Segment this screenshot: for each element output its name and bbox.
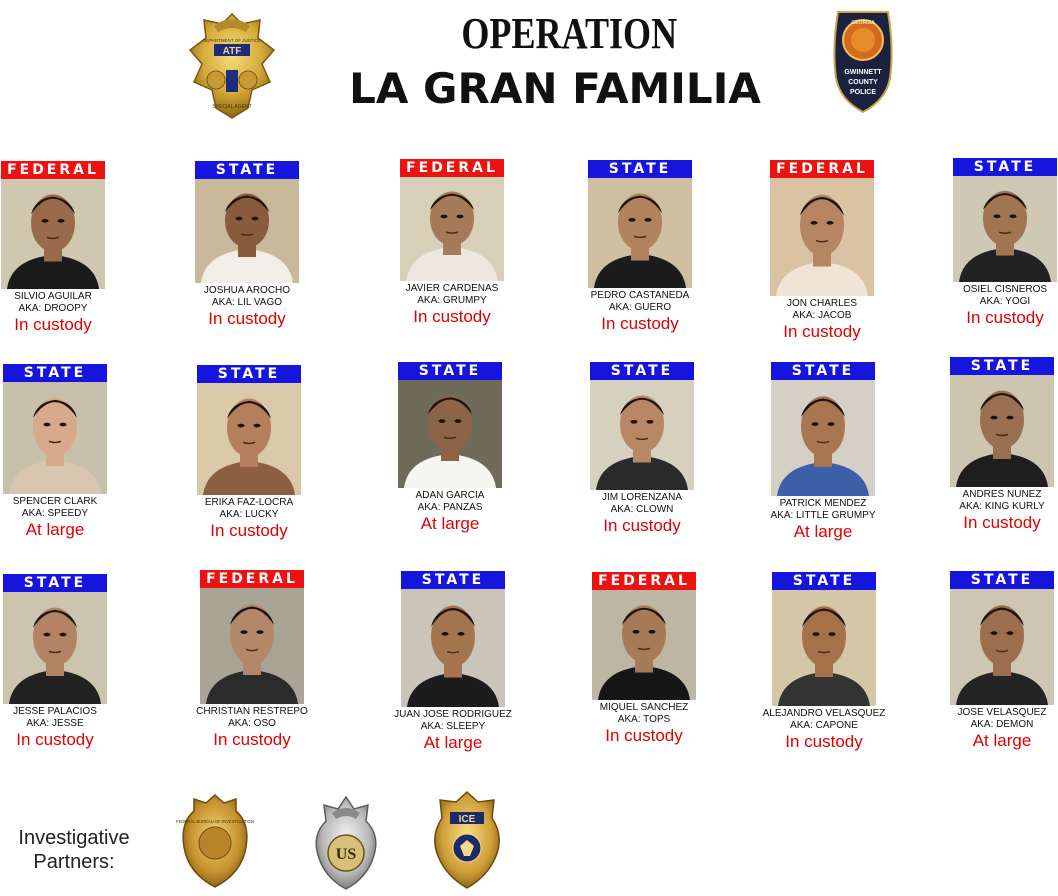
suspect-aka: AKA: PANZAS xyxy=(417,502,483,513)
suspect-name: PATRICK MENDEZ xyxy=(779,498,867,509)
jurisdiction-tag: STATE xyxy=(950,357,1054,375)
suspect-name: JIM LORENZANA xyxy=(601,492,682,503)
suspect-name: CHRISTIAN RESTREPO xyxy=(196,706,308,717)
suspect-card xyxy=(588,160,692,334)
suspect-aka: AKA: LUCKY xyxy=(219,509,279,520)
suspect-name: PEDRO CASTANEDA xyxy=(590,290,690,301)
mugshot-photo xyxy=(398,380,502,488)
suspect-name: JON CHARLES xyxy=(786,298,857,309)
suspect-name: JOSHUA AROCHO xyxy=(203,285,291,296)
svg-text:POLICE: POLICE xyxy=(849,89,877,96)
suspect-card xyxy=(3,574,107,750)
custody-status: In custody xyxy=(210,521,288,540)
suspect-name: JUAN JOSE RODRIGUEZ xyxy=(394,709,512,720)
custody-status: In custody xyxy=(783,322,861,341)
mugshot-photo xyxy=(772,590,876,706)
custody-status: At large xyxy=(25,520,85,539)
custody-status: In custody xyxy=(601,314,679,333)
suspect-card xyxy=(398,362,502,534)
jurisdiction-tag: STATE xyxy=(953,158,1057,176)
suspect-card xyxy=(400,159,504,327)
suspect-aka: AKA: KING KURLY xyxy=(959,501,1045,512)
suspect-aka: AKA: YOGI xyxy=(979,296,1031,307)
jurisdiction-tag: FEDERAL xyxy=(1,161,105,179)
custody-status: In custody xyxy=(16,730,94,749)
suspect-name: ANDRES NUNEZ xyxy=(962,489,1042,500)
jurisdiction-tag: FEDERAL xyxy=(200,570,304,588)
jurisdiction-tag: STATE xyxy=(197,365,301,383)
suspect-name: ALEJANDRO VELASQUEZ xyxy=(762,708,886,719)
svg-text:DEPARTMENT OF JUSTICE: DEPARTMENT OF JUSTICE xyxy=(202,38,262,43)
suspect-aka: AKA: LITTLE GRUMPY xyxy=(770,510,876,521)
suspect-name: ADAN GARCIA xyxy=(415,490,485,501)
svg-text:US: US xyxy=(335,846,357,863)
svg-text:COUNTY: COUNTY xyxy=(848,79,878,86)
custody-status: In custody xyxy=(208,309,286,328)
suspect-aka: AKA: CAPONE xyxy=(790,720,858,731)
suspect-aka: AKA: DROOPY xyxy=(18,303,88,314)
suspect-name: JAVIER CARDENAS xyxy=(405,283,499,294)
custody-status: In custody xyxy=(785,732,863,751)
mugshot-photo xyxy=(401,589,505,707)
custody-status: In custody xyxy=(14,315,92,334)
suspect-card xyxy=(590,362,694,536)
custody-status: In custody xyxy=(963,513,1041,532)
suspect-card xyxy=(770,160,874,342)
jurisdiction-tag: STATE xyxy=(195,161,299,179)
dea-badge-icon xyxy=(310,795,382,891)
mugshot-photo xyxy=(590,380,694,490)
svg-text:GEORGIA: GEORGIA xyxy=(851,20,875,26)
partners-label-line1: Investigative xyxy=(18,827,130,849)
suspect-name: MIQUEL SANCHEZ xyxy=(599,702,689,713)
suspect-card xyxy=(394,571,512,753)
investigative-partners-label xyxy=(14,826,134,874)
suspect-card xyxy=(3,364,107,540)
partners-label-line2: Partners: xyxy=(33,851,115,873)
suspect-name: SILVIO AGUILAR xyxy=(14,291,92,302)
jurisdiction-tag: STATE xyxy=(950,571,1054,589)
mugshot-photo xyxy=(592,590,696,700)
jurisdiction-tag: STATE xyxy=(401,571,505,589)
jurisdiction-tag: STATE xyxy=(3,574,107,592)
suspect-card xyxy=(195,161,299,329)
mugshot-photo xyxy=(771,380,875,496)
suspect-aka: AKA: GUERO xyxy=(608,302,672,313)
suspect-aka: AKA: JACOB xyxy=(792,310,852,321)
suspect-aka: AKA: JESSE xyxy=(26,718,84,729)
mugshot-photo xyxy=(3,382,107,494)
suspect-aka: AKA: SLEEPY xyxy=(420,721,486,732)
svg-text:ATF: ATF xyxy=(222,46,242,57)
gwinnett-police-patch-icon xyxy=(830,8,896,116)
jurisdiction-tag: STATE xyxy=(588,160,692,178)
mugshot-photo xyxy=(588,178,692,288)
svg-text:SPECIAL AGENT: SPECIAL AGENT xyxy=(212,104,252,110)
ice-badge-icon xyxy=(430,790,504,890)
atf-badge-icon xyxy=(186,10,278,122)
suspect-card xyxy=(1,161,105,335)
suspect-card xyxy=(196,570,308,750)
mugshot-photo xyxy=(400,177,504,281)
svg-text:ICE: ICE xyxy=(458,814,476,825)
suspect-name: JESSE PALACIOS xyxy=(13,706,97,717)
suspect-name: JOSE VELASQUEZ xyxy=(957,707,1047,718)
suspect-name: ERIKA FAZ-LOCRA xyxy=(204,497,294,508)
jurisdiction-tag: FEDERAL xyxy=(770,160,874,178)
suspect-aka: AKA: SPEEDY xyxy=(21,508,89,519)
jurisdiction-tag: FEDERAL xyxy=(592,572,696,590)
suspect-card xyxy=(950,571,1054,751)
custody-status: In custody xyxy=(413,307,491,326)
svg-text:GWINNETT: GWINNETT xyxy=(844,69,882,76)
svg-text:FEDERAL BUREAU OF INVESTIGATIO: FEDERAL BUREAU OF INVESTIGATION xyxy=(176,819,254,824)
suspect-card xyxy=(953,158,1057,328)
jurisdiction-tag: STATE xyxy=(3,364,107,382)
jurisdiction-tag: STATE xyxy=(771,362,875,380)
suspect-aka: AKA: OSO xyxy=(228,718,276,729)
mugshot-photo xyxy=(200,588,304,704)
suspect-aka: AKA: GRUMPY xyxy=(417,295,487,306)
suspect-card xyxy=(771,362,875,542)
mugshot-photo xyxy=(770,178,874,296)
suspect-card xyxy=(592,572,696,746)
suspect-aka: AKA: CLOWN xyxy=(610,504,674,515)
suspect-card xyxy=(197,365,301,541)
suspect-name: SPENCER CLARK xyxy=(12,496,98,507)
custody-status: At large xyxy=(423,733,483,752)
mugshot-photo xyxy=(950,589,1054,705)
suspect-card xyxy=(762,572,886,752)
custody-status: At large xyxy=(972,731,1032,750)
operation-name: LA GRAN FAMILIA xyxy=(349,64,761,113)
custody-status: In custody xyxy=(213,730,291,749)
mugshot-photo xyxy=(197,383,301,495)
custody-status: At large xyxy=(793,522,853,541)
mugshot-photo xyxy=(195,179,299,283)
suspect-aka: AKA: DEMON xyxy=(970,719,1034,730)
custody-status: In custody xyxy=(605,726,683,745)
mugshot-photo xyxy=(950,375,1054,487)
suspect-aka: AKA: TOPS xyxy=(617,714,671,725)
suspect-card xyxy=(950,357,1054,533)
operation-title: OPERATION xyxy=(461,9,678,58)
mugshot-photo xyxy=(3,592,107,704)
jurisdiction-tag: STATE xyxy=(772,572,876,590)
mugshot-photo xyxy=(953,176,1057,282)
mugshot-photo xyxy=(1,179,105,289)
jurisdiction-tag: STATE xyxy=(398,362,502,380)
custody-status: In custody xyxy=(603,516,681,535)
jurisdiction-tag: STATE xyxy=(590,362,694,380)
custody-status: At large xyxy=(420,514,480,533)
custody-status: In custody xyxy=(966,308,1044,327)
suspect-aka: AKA: LIL VAGO xyxy=(211,297,283,308)
jurisdiction-tag: FEDERAL xyxy=(400,159,504,177)
suspect-name: OSIEL CISNEROS xyxy=(962,284,1048,295)
fbi-badge-icon xyxy=(176,793,254,889)
